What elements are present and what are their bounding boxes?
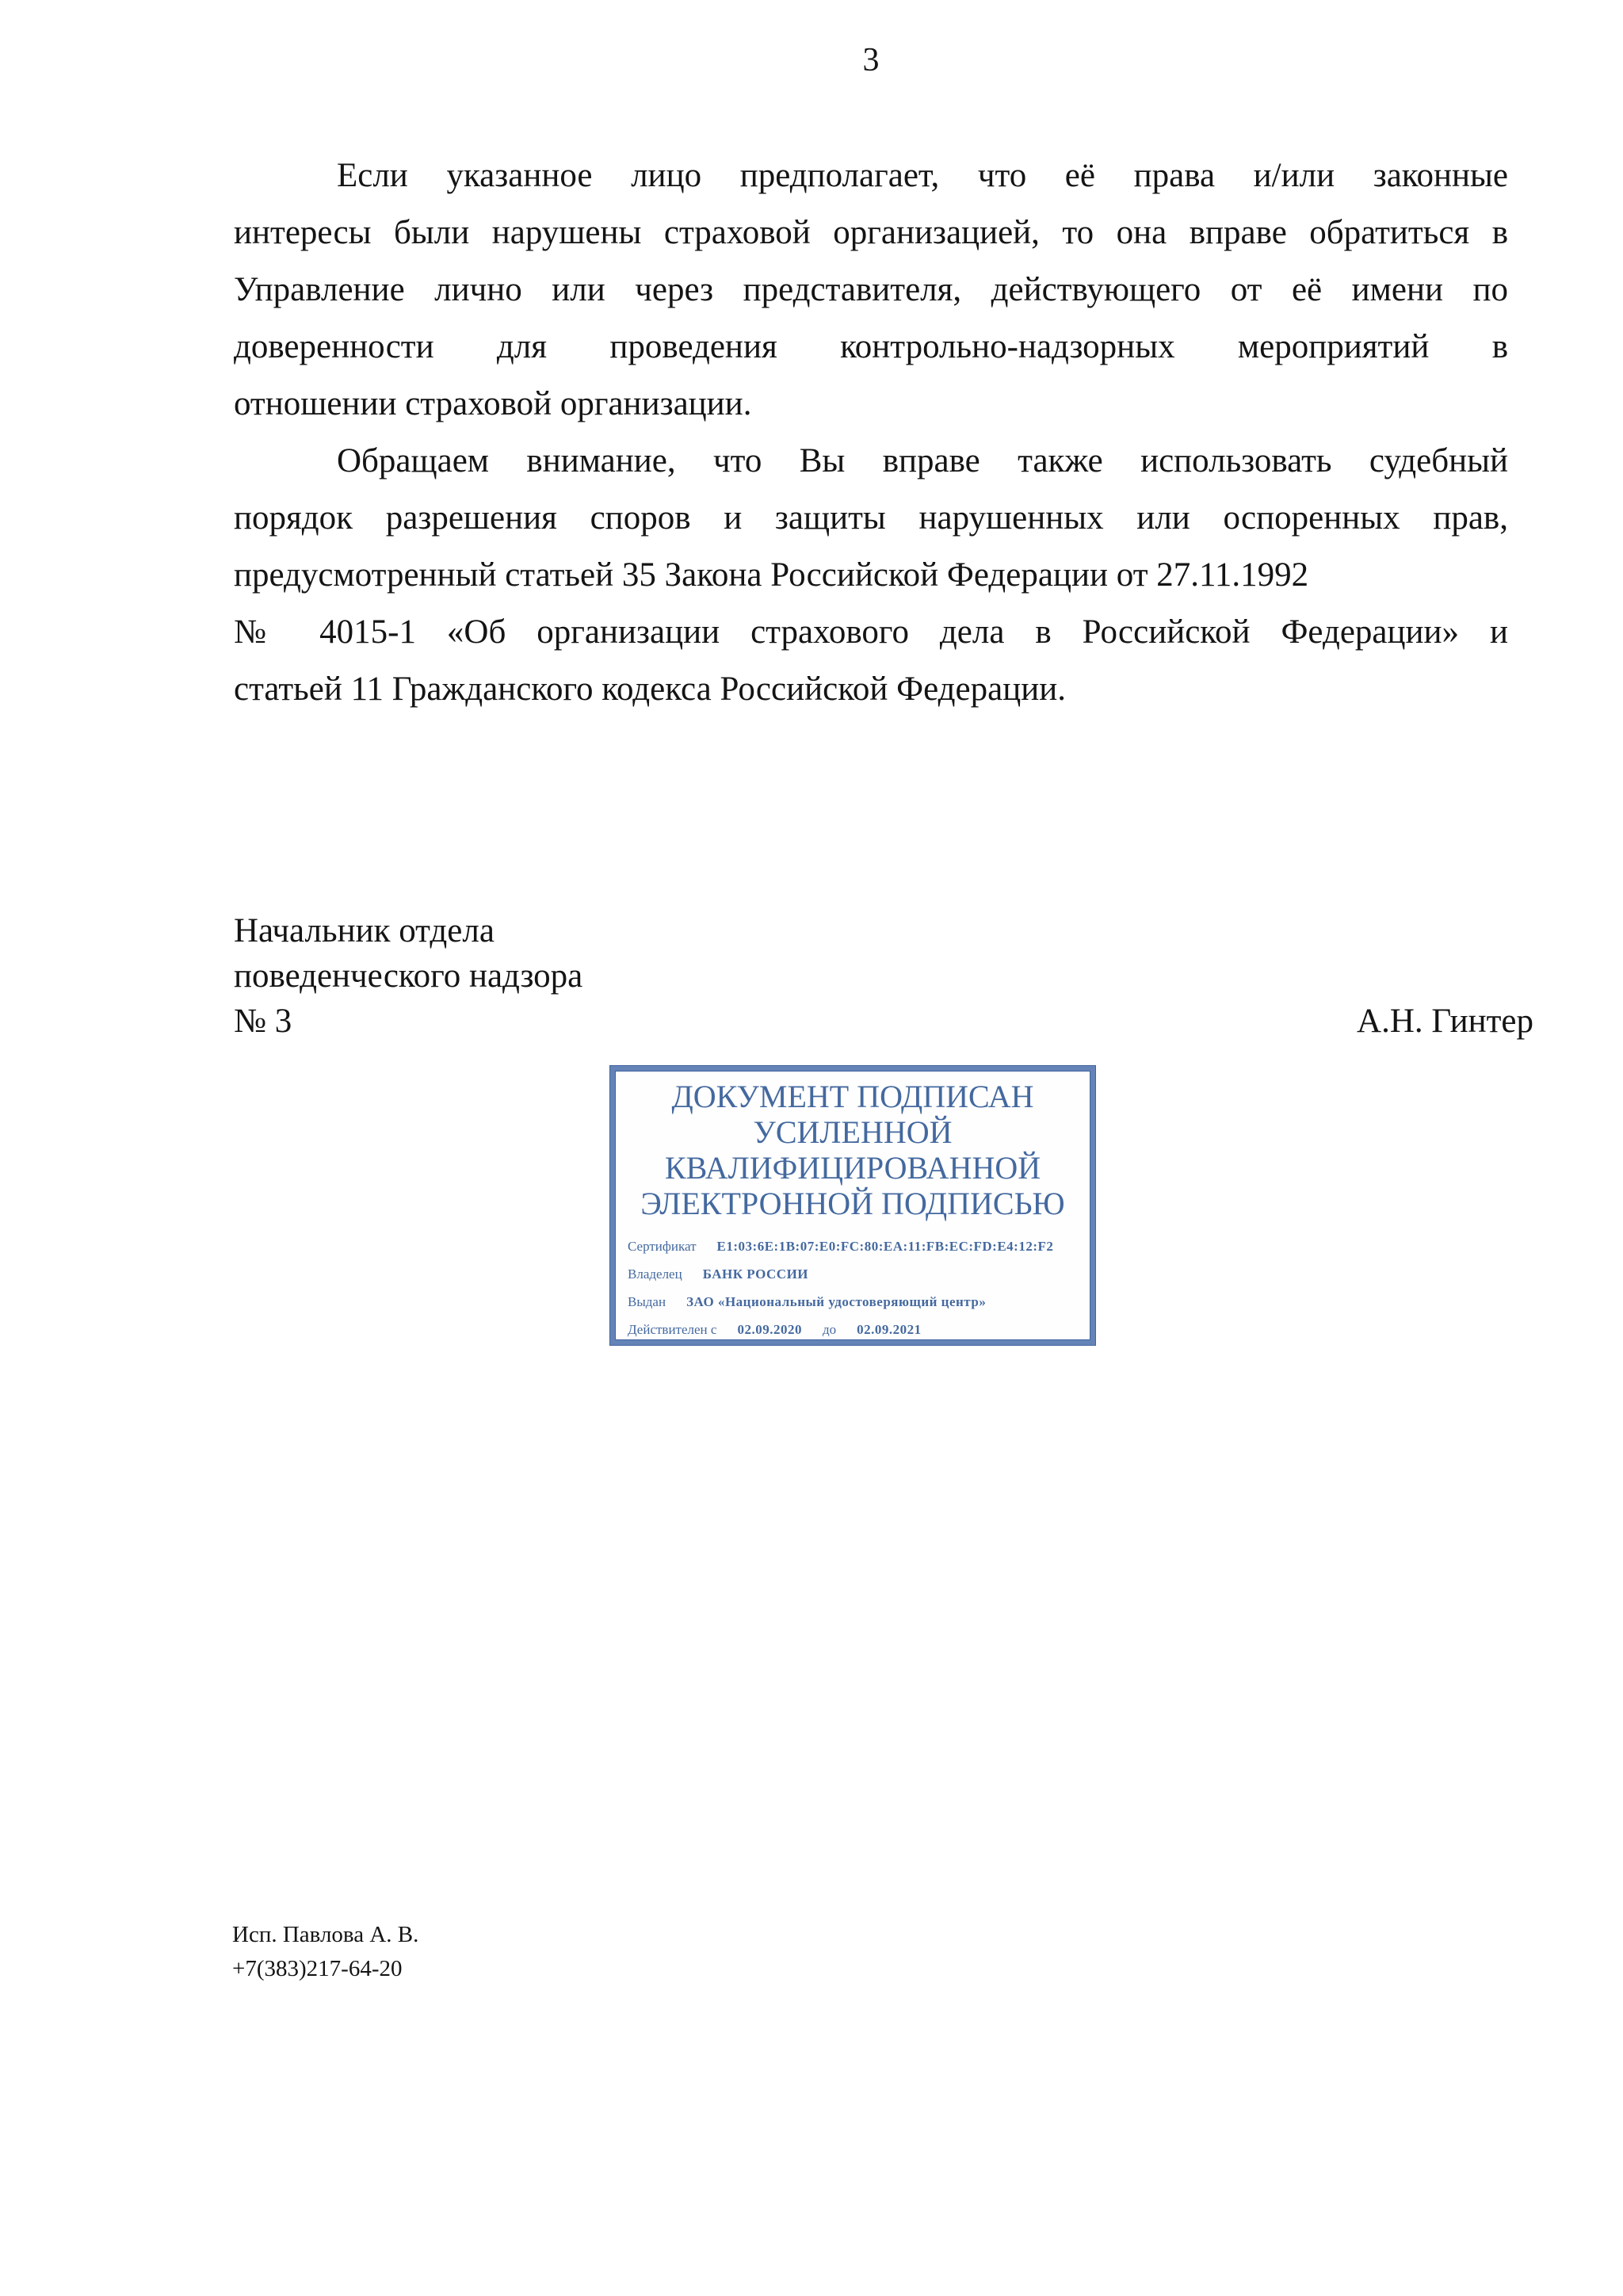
owner-row (628, 1260, 1090, 1288)
executor-name: Исп. Павлова А. В. (232, 1922, 419, 1947)
text-line: Если указанное лицо предполагает, что её права и/или законные (337, 157, 1508, 194)
text-line: Обращаем внимание, что Вы вправе также использовать судебный (337, 442, 1508, 479)
stamp-title-line: УСИЛЕННОЙ (753, 1114, 953, 1150)
body-text (234, 147, 1508, 718)
text-line: статьей 11 Гражданского кодекса Российской Федерации. (234, 670, 1066, 708)
stamp-title-line: ЭЛЕКТРОННОЙ ПОДПИСЬЮ (640, 1186, 1065, 1221)
paragraph-1 (234, 147, 1508, 433)
text-line: Управление лично или через представителя, действующего от её имени по (234, 271, 1508, 308)
text-line: отношении страховой организации. (234, 385, 752, 422)
stamp-title (615, 1079, 1090, 1221)
stamp-fields (628, 1232, 1090, 1343)
validity-to: 02.09.2021 (857, 1322, 922, 1337)
issuer-value: ЗАО «Национальный удостоверяющий центр» (686, 1294, 987, 1309)
signer-position-line: поведенческого надзора (234, 957, 583, 995)
stamp-title-line: ДОКУМЕНТ ПОДПИСАН (671, 1079, 1034, 1114)
signature-block (234, 908, 1533, 1044)
text-line: доверенности для проведения контрольно-надзорных мероприятий в (234, 328, 1508, 365)
digital-signature-stamp (610, 1066, 1095, 1345)
owner-value: БАНК РОССИИ (702, 1266, 809, 1282)
validity-row (628, 1316, 1090, 1343)
signer-position-line: Начальник отдела (234, 912, 495, 949)
certificate-label: Сертификат (628, 1239, 697, 1254)
owner-label: Владелец (628, 1266, 682, 1282)
text-line: интересы были нарушены страховой организацией, то она вправе обратиться в (234, 214, 1508, 251)
signer-name: А.Н. Гинтер (1357, 1003, 1533, 1040)
executor-phone: +7(383)217-64-20 (232, 1956, 403, 1981)
signer-position (234, 908, 1533, 1044)
page-number: 3 (862, 42, 880, 78)
validity-from: 02.09.2020 (737, 1322, 802, 1337)
issuer-label: Выдан (628, 1294, 666, 1309)
certificate-row (628, 1232, 1090, 1260)
text-line: предусмотренный статьей 35 Закона Российской Федерации от 27.11.1992 (234, 556, 1309, 594)
certificate-value: E1:03:6E:1B:07:E0:FC:80:EA:11:FB:EC:FD:E4:12:F2 (716, 1239, 1054, 1254)
signer-position-line: № 3 (234, 1003, 292, 1040)
paragraph-2 (234, 433, 1508, 718)
text-line: № 4015-1 «Об организации страхового дела в Российской Федерации» и (234, 613, 1508, 651)
text-line: порядок разрешения споров и защиты нарушенных или оспоренных прав, (234, 499, 1508, 537)
validity-label: Действителен с (628, 1322, 717, 1337)
issuer-row (628, 1288, 1090, 1316)
stamp-title-line: КВАЛИФИЦИРОВАННОЙ (664, 1150, 1041, 1186)
executor-info (232, 1918, 418, 1986)
validity-to-label: до (822, 1322, 837, 1337)
